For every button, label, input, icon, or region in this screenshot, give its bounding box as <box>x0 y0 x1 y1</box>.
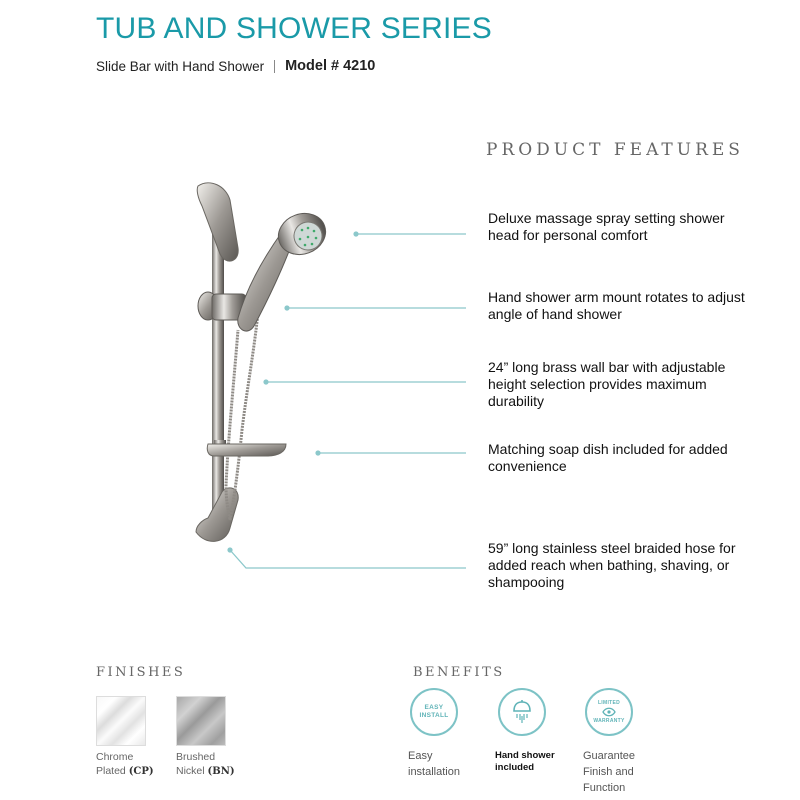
shower-head-icon <box>498 688 546 736</box>
model-number: Model # 4210 <box>285 58 376 74</box>
benefit-hand-shower-label: Hand shower included <box>495 750 555 773</box>
features-heading: PRODUCT FEATURES <box>486 140 744 160</box>
finishes-heading: FINISHES <box>96 665 186 680</box>
brushed-nickel-swatch <box>176 696 226 746</box>
feature-soap-dish: Matching soap dish included for added convenience <box>488 441 728 474</box>
feature-wall-bar: 24” long brass wall bar with adjustable height selection provides maximum durability <box>488 359 726 409</box>
benefit-guarantee-label: Guarantee Finish and Function <box>583 750 635 794</box>
finish-brushed-label: Brushed Nickel (BN) <box>176 751 235 777</box>
benefit-easy-install-label: Easy installation <box>408 750 460 778</box>
soap-dish <box>207 444 286 456</box>
product-name: Slide Bar with Hand Shower <box>96 58 265 74</box>
feature-hose: 59” long stainless steel braided hose for added reach when bathing, shaving, or shampooing <box>488 540 736 590</box>
easy-install-icon: EASY INSTALL <box>410 688 458 736</box>
feature-arm-mount: Hand shower arm mount rotates to adjust angle of hand shower <box>488 289 745 322</box>
chrome-swatch <box>96 696 146 746</box>
feature-shower-head: Deluxe massage spray setting shower head for personal comfort <box>488 210 725 243</box>
benefits-heading: BENEFITS <box>413 665 505 680</box>
finish-chrome-label: Chrome Plated (CP) <box>96 751 154 777</box>
page-title: TUB AND SHOWER SERIES <box>96 12 492 45</box>
warranty-icon: LIMITED WARRANTY <box>585 688 633 736</box>
